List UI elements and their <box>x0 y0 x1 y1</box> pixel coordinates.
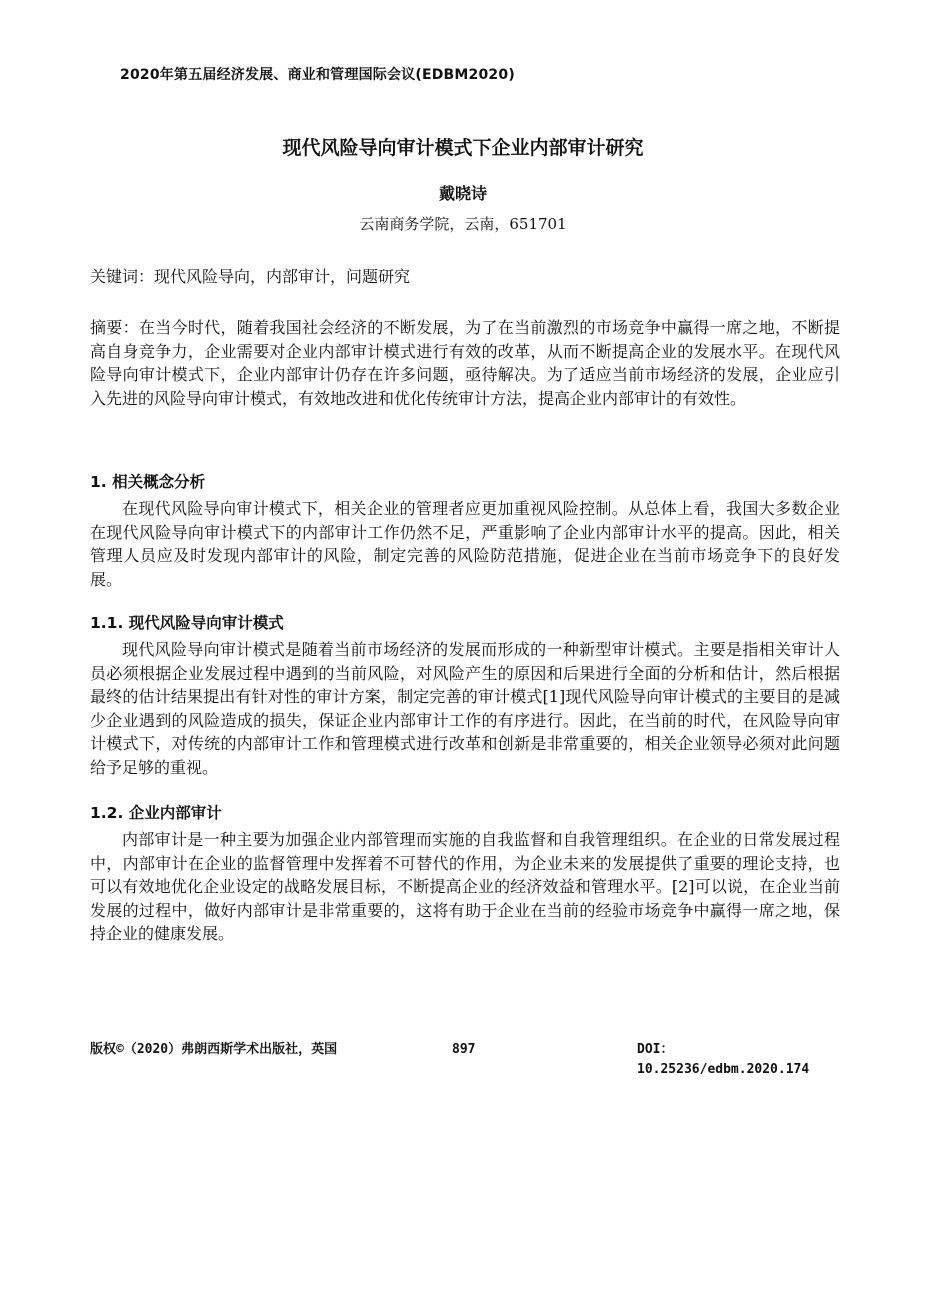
conference-header: 2020年第五届经济发展、商业和管理国际会议(EDBM2020) <box>120 67 515 83</box>
section-heading-1: 1. 相关概念分析 <box>90 473 206 491</box>
footer-copyright: 版权©（2020）弗朗西斯学术出版社，英国 <box>90 1042 338 1057</box>
author-name: 戴晓诗 <box>438 184 487 203</box>
keywords: 关键词：现代风险导向，内部审计，问题研究 <box>90 267 411 286</box>
footer-doi <box>637 1040 809 1080</box>
section-heading-1-2: 1.2. 企业内部审计 <box>90 804 222 822</box>
section-paragraph-1-2: 内部审计是一种主要为加强企业内部管理而实施的自我监督和自我管理组织。在企业的日常发展过程中，内部审计在企业的监督管理中发挥着不可替代的作用，为企业未来的发展提供了重要的理论支持，也可以有效地优化企业设定的战略发展目标，不断提高企业的经济效益和管理水平。[2]可以说，在企业当前发展的过程中，做好内部审计是非常重要的，这将有助于企业在当前的经验市场竞争中赢得一席之地，保持企业的健康发展。 <box>90 830 840 943</box>
footer-doi-label: DOI： <box>637 1042 674 1057</box>
footer-page-number: 897 <box>452 1042 476 1057</box>
section-heading-1-1: 1.1. 现代风险导向审计模式 <box>90 614 284 632</box>
author-affiliation: 云南商务学院，云南，651701 <box>359 215 567 233</box>
section-paragraph-1: 在现代风险导向审计模式下，相关企业的管理者应更加重视风险控制。从总体上看，我国大多数企业在现代风险导向审计模式下的内部审计工作仍然不足，严重影响了企业内部审计水平的提高。因此，相关管理人员应及时发现内部审计的风险，制定完善的风险防范措施，促进企业在当前市场竞争下的良好发展。 <box>90 499 840 589</box>
section-paragraph-1-1: 现代风险导向审计模式是随着当前市场经济的发展而形成的一种新型审计模式。主要是指相关审计人员必须根据企业发展过程中遇到的当前风险，对风险产生的原因和后果进行全面的分析和估计，然后根据最终的估计结果提出有针对性的审计方案，制定完善的审计模式[1]现代风险导向审计模式的主要目的是减少企业遇到的风险造成的损失，保证企业内部审计工作的有序进行。因此，在当前的时代，在风险导向审计模式下，对传统的内部审计工作和管理模式进行改革和创新是非常重要的，相关企业领导必须对此问题给予足够的重视。 <box>90 640 840 777</box>
paper-title: 现代风险导向审计模式下企业内部审计研究 <box>282 137 644 159</box>
abstract: 摘要：在当今时代，随着我国社会经济的不断发展，为了在当前激烈的市场竞争中赢得一席之地，不断提高自身竞争力，企业需要对企业内部审计模式进行有效的改革，从而不断提高企业的发展水平。在现代风险导向审计模式下，企业内部审计仍存在许多问题，亟待解决。为了适应当前市场经济的发展，企业应引入先进的风险导向审计模式，有效地改进和优化传统审计方法，提高企业内部审计的有效性。 <box>90 318 840 408</box>
footer-doi-value: 10.25236/edbm.2020.174 <box>637 1062 810 1077</box>
